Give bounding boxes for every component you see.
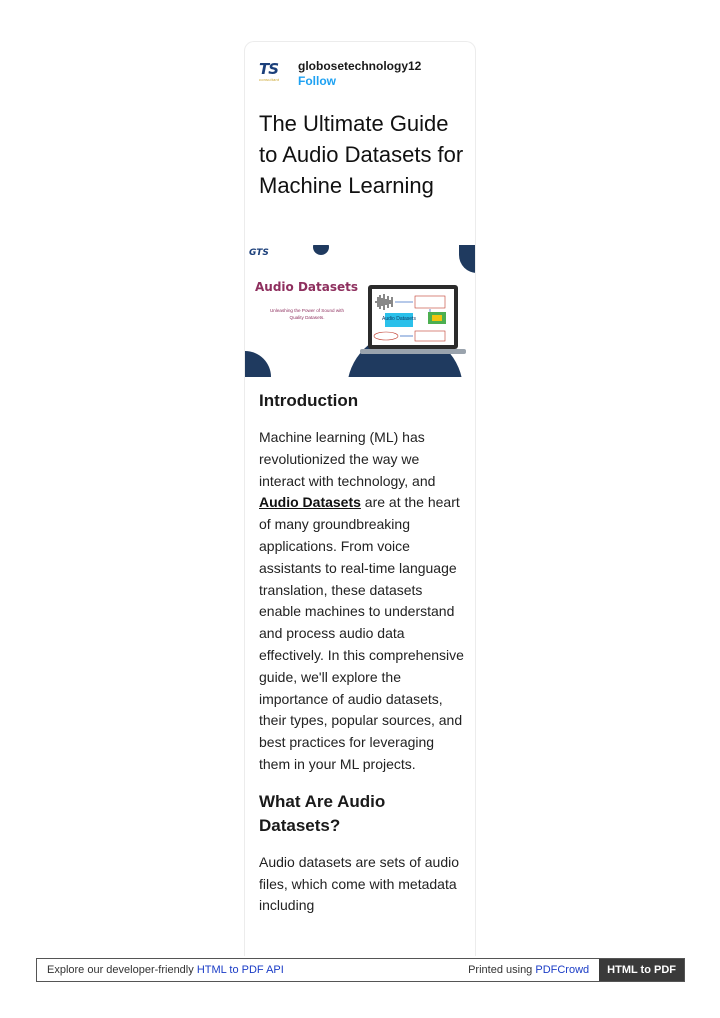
- article-card: [244, 41, 476, 956]
- hero-heading: Audio Datasets: [255, 280, 359, 294]
- hero-tagline-1: Unleashing the Power of Sound with: [269, 308, 345, 313]
- hero-illustration: [245, 245, 476, 377]
- audio-datasets-link[interactable]: Audio Datasets: [259, 494, 361, 511]
- intro-paragraph: [259, 427, 465, 776]
- pdfcrowd-footer: [36, 958, 685, 982]
- logo-text: TS: [259, 60, 279, 78]
- footer-printed-text: Printed using: [468, 964, 536, 976]
- logo-subtext: consultant: [259, 77, 280, 82]
- author-name[interactable]: globosetechnology12: [298, 59, 422, 73]
- article-body: [259, 389, 465, 917]
- hero-tagline-2: Quality Datasets.: [289, 315, 325, 320]
- footer-explore-text: Explore our developer-friendly: [47, 964, 197, 976]
- footer-printed: [468, 964, 589, 976]
- intro-text-before-link: Machine learning (ML) has revolutionized the way we interact with technology, and: [259, 429, 436, 489]
- hero-screen-label: Audio Datasets: [382, 316, 416, 322]
- intro-text-after-link: are at the heart of many groundbreaking applications. From voice assistants to real-time language translation, these datasets enable machines to understand and process audio data effectively. In this comprehensive guide, we'll explore the importance of audio datasets, their types, popular sources, and best practices for leveraging them in your ML projects.: [259, 494, 464, 772]
- follow-button[interactable]: Follow: [298, 74, 336, 88]
- footer-api-link[interactable]: HTML to PDF API: [196, 964, 284, 976]
- section2-heading: What Are Audio Datasets?: [259, 791, 386, 835]
- hero-image: [245, 245, 476, 377]
- hero-deco-circle-top: [313, 245, 329, 255]
- footer-pdfcrowd-link[interactable]: PDFCrowd: [535, 964, 590, 976]
- hero-brand: GTS: [249, 248, 269, 258]
- intro-heading: Introduction: [259, 391, 359, 410]
- article-title: The Ultimate Guide to Audio Datasets for Machine Learning: [259, 111, 464, 198]
- author-logo[interactable]: [259, 62, 291, 86]
- html-to-pdf-button[interactable]: HTML to PDF: [599, 959, 684, 981]
- footer-explore: [37, 964, 468, 976]
- hero-deco-circle-left: [245, 351, 271, 377]
- author-block: [259, 58, 421, 89]
- section2-paragraph: Audio datasets are sets of audio files, which come with metadata including: [259, 853, 460, 914]
- author-info: [298, 58, 421, 89]
- hero-deco-corner: [459, 245, 476, 273]
